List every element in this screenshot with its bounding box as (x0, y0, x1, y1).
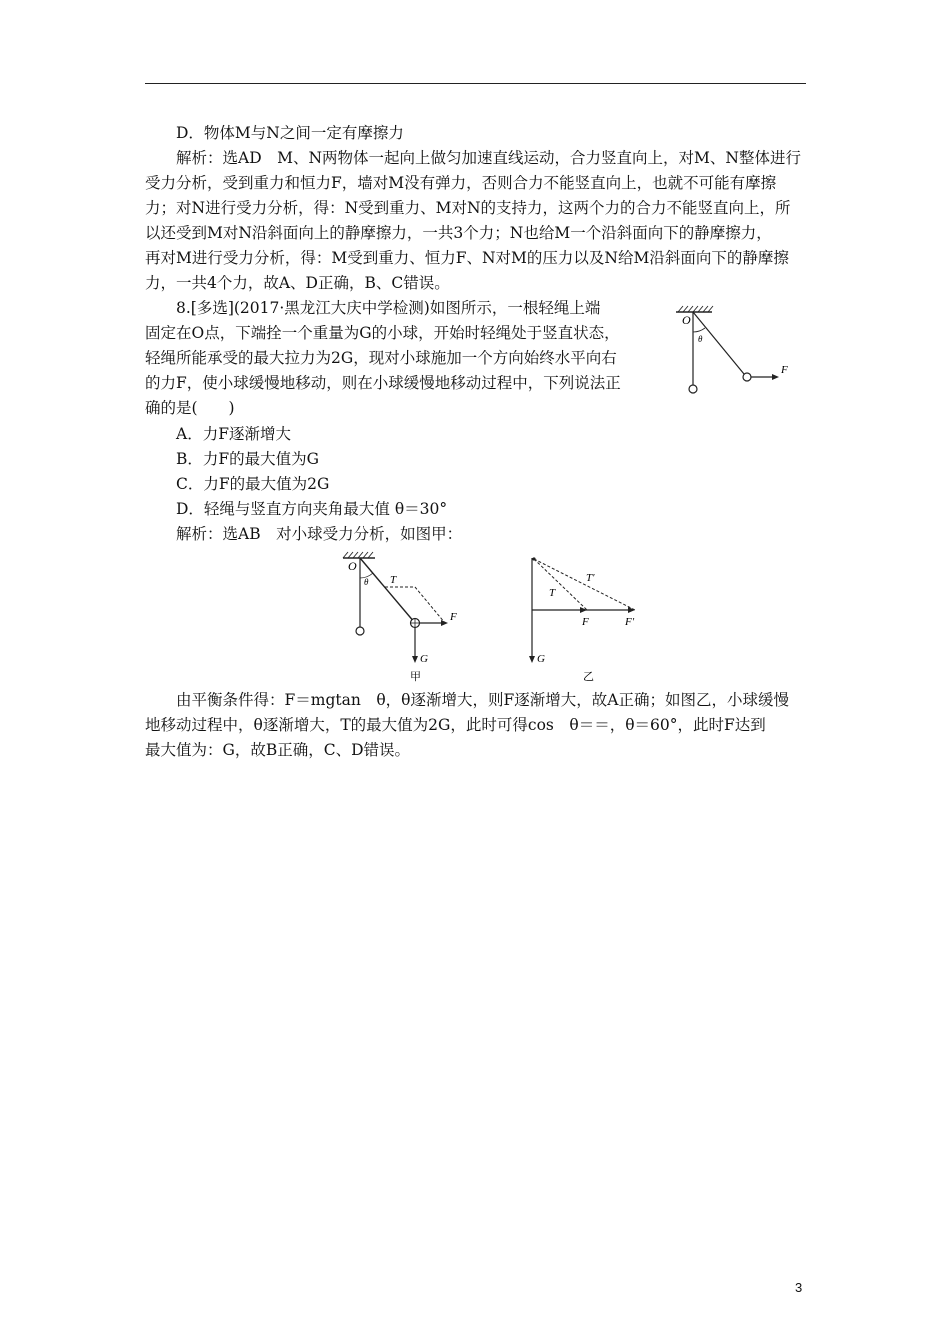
caption-yi: 乙 (583, 671, 594, 683)
label-t: T (390, 574, 397, 586)
option-c: C．力F的最大值为2G (176, 475, 330, 493)
label-theta: θ (698, 334, 703, 344)
analysis-line-1: 解析：选AD M、N两物体一起向上做匀加速直线运动，合力竖直向上，对M、N整体进行 (176, 149, 801, 167)
label-f-prime: F′ (625, 616, 635, 628)
option-a: A．力F逐渐增大 (176, 425, 291, 443)
label-f: F (781, 364, 788, 376)
question-8-line-1: 8.[多选](2017·黑龙江大庆中学检测)如图所示，一根轻绳上端 (176, 299, 601, 317)
label-t: T (549, 587, 556, 599)
analysis-line-4: 以还受到M对N沿斜面向上的静摩擦力，一共3个力；N也给M一个沿斜面向下的静摩擦力， (145, 224, 772, 242)
label-o: O (682, 313, 691, 327)
analysis-intro: 解析：选AB 对小球受力分析，如图甲： (176, 525, 463, 543)
question-8-line-4: 的力F，使小球缓慢地移动，则在小球缓慢地移动过程中，下列说法正 (145, 374, 621, 392)
analysis-line-2: 受力分析，受到重力和恒力F，墙对M没有弹力，否则合力不能竖直向上，也就不可能有摩擦 (145, 174, 777, 192)
question-8-line-5: 确的是( ) (145, 399, 235, 417)
label-theta: θ (364, 577, 369, 587)
caption-jia: 甲 (410, 671, 421, 683)
analysis-line-6: 力，一共4个力，故A、D正确，B、C错误。 (145, 274, 450, 292)
analysis-line-5: 再对M进行受力分析，得：M受到重力、恒力F、N对M的压力以及N给M沿斜面向下的静摩擦 (145, 249, 789, 267)
label-g: G (420, 653, 428, 665)
analysis-line-3: 力；对N进行受力分析，得：N受到重力、M对N的支持力，这两个力的合力不能竖直向上，所 (145, 199, 791, 217)
option-d: D．轻绳与竖直方向夹角最大值 θ＝30° (176, 500, 448, 518)
label-f: F (582, 616, 589, 628)
option-d-prev: D．物体M与N之间一定有摩擦力 (176, 124, 404, 142)
question-8-line-3: 轻绳所能承受的最大拉力为2G，现对小球施加一个方向始终水平向右 (145, 349, 617, 367)
pendulum-figure (670, 302, 805, 402)
figure-yi (520, 548, 650, 683)
option-b: B．力F的最大值为G (176, 450, 320, 468)
label-f: F (450, 611, 457, 623)
conclusion-line-1: 由平衡条件得：F＝mgtan θ，θ逐渐增大，则F逐渐增大，故A正确；如图乙，小球缓慢 (176, 691, 789, 709)
label-o: O (348, 559, 357, 573)
conclusion-line-3: 最大值为：G，故B正确，C、D错误。 (145, 741, 411, 759)
question-8-line-2: 固定在O点，下端拴一个重量为G的小球，开始时轻绳处于竖直状态， (145, 324, 620, 342)
header-rule (145, 83, 806, 84)
conclusion-line-2: 地移动过程中，θ逐渐增大，T的最大值为2G，此时可得cos θ＝＝，θ＝60°，此时F达到 (145, 716, 766, 734)
page-number: 3 (795, 1280, 803, 1295)
label-g: G (537, 653, 545, 665)
figure-jia (335, 548, 470, 683)
label-t-prime: T′ (586, 572, 595, 584)
